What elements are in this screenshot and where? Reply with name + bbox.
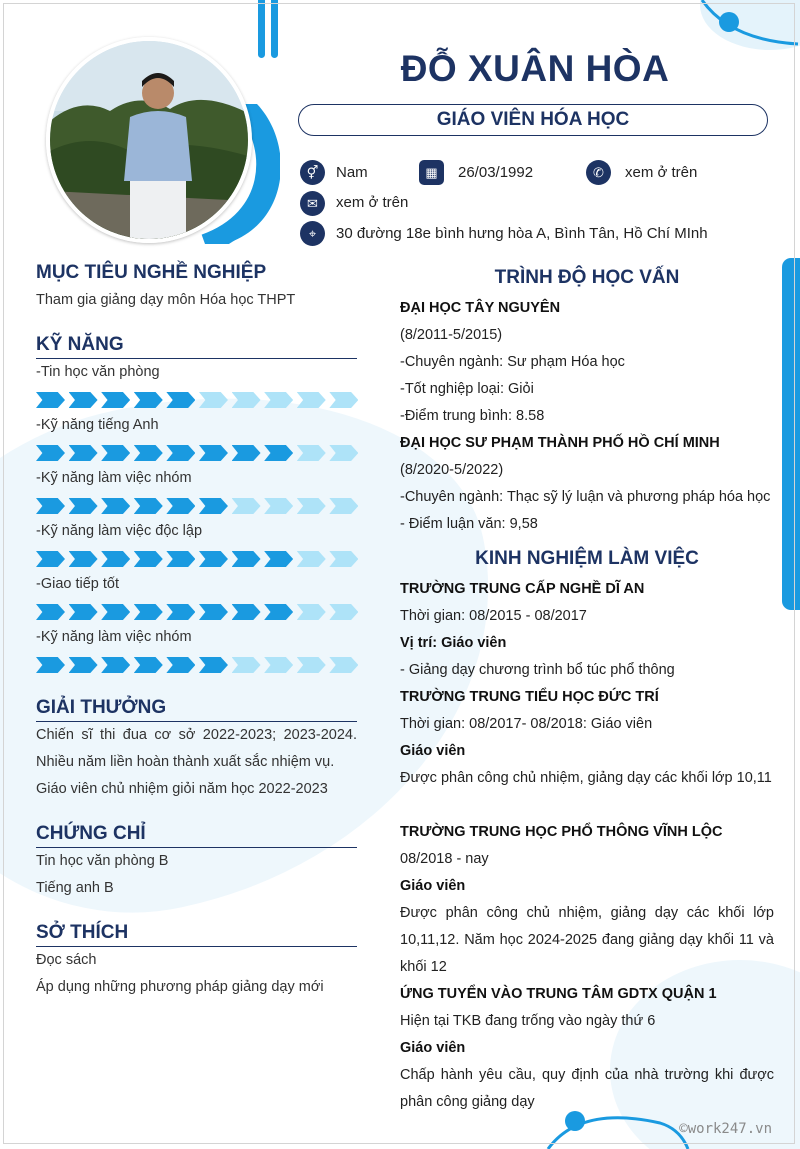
address-value: 30 đường 18e bình hưng hòa A, Bình Tân, Hồ Chí MInh xyxy=(336,225,708,242)
school-name: ĐẠI HỌC TÂY NGUYÊN xyxy=(400,300,561,316)
hobby-item: Áp dụng những phương pháp giảng dạy mới xyxy=(36,979,324,995)
email-value: xem ở trên xyxy=(336,194,409,211)
phone-value: xem ở trên xyxy=(625,164,698,181)
hobby-item: Đọc sách xyxy=(36,952,97,968)
school-detail: (8/2011-5/2015) xyxy=(400,327,503,343)
school-detail: -Chuyên ngành: Sư phạm Hóa học xyxy=(400,354,625,370)
certificates-heading: CHỨNG CHỈ xyxy=(36,823,146,844)
job-desc: - Giảng dạy chương trình bổ túc phổ thông xyxy=(400,662,675,678)
skill-label: -Tin học văn phòng xyxy=(36,364,160,380)
skills-heading: KỸ NĂNG xyxy=(36,334,124,355)
job-desc: Chấp hành yêu cầu, quy định của nhà trường khi được phân công giảng dạy xyxy=(400,1067,774,1110)
job-desc: Được phân công chủ nhiệm, giảng dạy các khối lớp 10,11,12. Năm học 2024-2025 đang giảng dạy khối 11 và khối 12 xyxy=(400,905,774,975)
job-org: ỨNG TUYỂN VÀO TRUNG TÂM GDTX QUẬN 1 xyxy=(400,986,717,1002)
job-role: Giáo viên xyxy=(400,878,466,894)
location-pin-icon: ⌖ xyxy=(300,221,325,246)
gender-icon: ⚥ xyxy=(300,160,325,185)
certificate-item: Tiếng anh B xyxy=(36,880,114,896)
job-title: GIÁO VIÊN HÓA HỌC xyxy=(298,104,768,136)
job-role: Giáo viên xyxy=(400,743,466,759)
skill-label: -Kỹ năng làm việc nhóm xyxy=(36,470,192,486)
phone-icon: ✆ xyxy=(586,160,611,185)
birthdate-value: 26/03/1992 xyxy=(458,164,534,181)
objective-heading: MỤC TIÊU NGHỀ NGHIỆP xyxy=(36,262,267,283)
awards-text-2: Giáo viên chủ nhiệm giỏi năm học 2022-2023 xyxy=(36,781,328,797)
objective-text: Tham gia giảng dạy môn Hóa học THPT xyxy=(36,292,296,308)
skill-label: -Kỹ năng tiếng Anh xyxy=(36,417,159,433)
job-org: TRƯỜNG TRUNG CẤP NGHỀ DĨ AN xyxy=(400,581,645,597)
experience-heading: KINH NGHIỆM LÀM VIỆC xyxy=(475,548,699,569)
job-org: TRƯỜNG TRUNG TIỂU HỌC ĐỨC TRÍ xyxy=(400,689,659,705)
school-name: ĐẠI HỌC SƯ PHẠM THÀNH PHỐ HỒ CHÍ MINH xyxy=(400,435,720,451)
school-detail: (8/2020-5/2022) xyxy=(400,462,504,478)
hobbies-heading: SỞ THÍCH xyxy=(36,922,129,943)
job-time: Thời gian: 08/2017- 08/2018: Giáo viên xyxy=(400,716,653,732)
job-org: TRƯỜNG TRUNG HỌC PHỔ THÔNG VĨNH LỘC xyxy=(400,824,723,840)
page-border xyxy=(3,3,795,1144)
candidate-name: ĐỖ XUÂN HÒA xyxy=(400,48,670,89)
education-heading: TRÌNH ĐỘ HỌC VẤN xyxy=(494,267,680,288)
skill-label: -Giao tiếp tốt xyxy=(36,576,120,592)
job-role: Vị trí: Giáo viên xyxy=(400,635,507,651)
school-detail: -Điểm trung bình: 8.58 xyxy=(400,408,545,424)
awards-text-1: Chiến sĩ thi đua cơ sở 2022-2023; 2023-2024. Nhiều năm liền hoàn thành xuất sắc nhiệm vụ. xyxy=(36,727,357,770)
skill-label: -Kỹ năng làm việc độc lập xyxy=(36,523,203,539)
school-detail: -Tốt nghiệp loại: Giỏi xyxy=(400,381,534,397)
job-role: Giáo viên xyxy=(400,1040,466,1056)
job-desc: Được phân công chủ nhiệm, giảng dạy các khối lớp 10,11 xyxy=(400,770,772,786)
job-time: Thời gian: 08/2015 - 08/2017 xyxy=(400,608,587,624)
gender-value: Nam xyxy=(336,164,368,181)
awards-heading: GIẢI THƯỞNG xyxy=(36,697,167,718)
job-time: 08/2018 - nay xyxy=(400,851,489,867)
calendar-icon: ▦ xyxy=(419,160,444,185)
job-time: Hiện tại TKB đang trống vào ngày thứ 6 xyxy=(400,1013,656,1029)
mail-icon: ✉ xyxy=(300,191,325,216)
school-detail: - Điểm luận văn: 9,58 xyxy=(400,516,538,532)
school-detail: -Chuyên ngành: Thạc sỹ lý luận và phương pháp hóa học xyxy=(400,489,771,505)
skill-label: -Kỹ năng làm việc nhóm xyxy=(36,629,192,645)
certificate-item: Tin học văn phòng B xyxy=(36,853,169,869)
watermark: ©work247.vn xyxy=(679,1121,772,1137)
